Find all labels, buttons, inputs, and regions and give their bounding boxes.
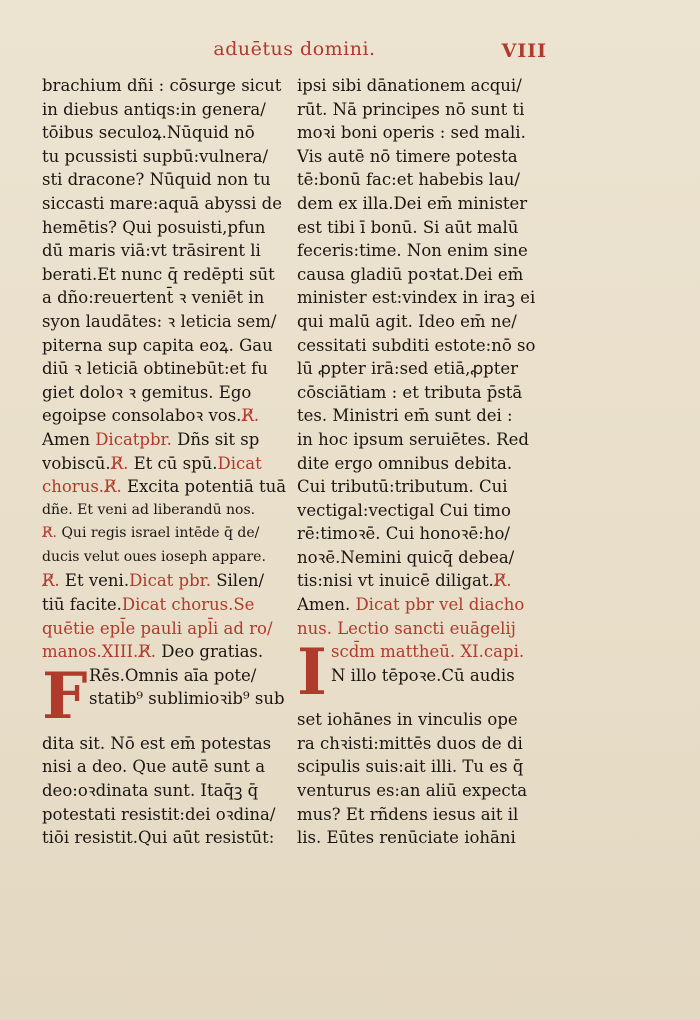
body-text: lis. Eūtes renūciate iohāni bbox=[297, 828, 516, 848]
body-text: cōsciātiam : et tributa p̄stā bbox=[297, 382, 523, 402]
text-line bbox=[297, 593, 545, 617]
body-text: Et cū spū. bbox=[128, 453, 218, 473]
body-text: Dñs sit sp bbox=[171, 429, 260, 449]
right-initial-paragraph bbox=[297, 635, 545, 711]
left-text-end bbox=[42, 732, 290, 850]
text-line bbox=[42, 499, 290, 523]
text-line bbox=[89, 687, 290, 711]
text-line bbox=[297, 263, 545, 287]
text-line bbox=[297, 74, 545, 98]
body-text: Amen bbox=[42, 429, 96, 449]
running-title: aduētus domini. bbox=[213, 38, 376, 60]
body-text: tē:bonū fac:et habebis lau/ bbox=[297, 170, 520, 190]
right-text-start bbox=[297, 74, 545, 640]
text-line bbox=[42, 192, 290, 216]
body-text: egoipse consolaboꝛ vos. bbox=[42, 406, 242, 426]
body-text: rē:timoꝛē. Cui honoꝛē:ho/ bbox=[297, 524, 510, 544]
text-line bbox=[297, 334, 545, 358]
text-line bbox=[42, 404, 290, 428]
text-line bbox=[42, 452, 290, 476]
rubric-text: Dicat bbox=[217, 453, 262, 473]
rubric-text: R̸. bbox=[493, 571, 512, 591]
body-text: minister est:vindex in iraꝫ ei bbox=[297, 288, 536, 308]
body-text: vectigal:vectigal Cui timo bbox=[297, 500, 511, 520]
rubric-text: Dicat pbr vel diacho bbox=[350, 595, 525, 615]
body-text: causa gladiū poꝛtat.Dei em̄ bbox=[297, 264, 524, 284]
text-line bbox=[42, 546, 290, 570]
text-line bbox=[297, 546, 545, 570]
text-line bbox=[42, 475, 290, 499]
body-text: lū ꝓpter irā:sed etiā,ꝓpter bbox=[297, 359, 518, 379]
text-line bbox=[297, 216, 545, 240]
rubric-text: R̸. bbox=[104, 477, 122, 497]
body-text: dita sit. Nō est em̄ potestas bbox=[42, 733, 272, 753]
text-line bbox=[297, 428, 545, 452]
text-line bbox=[297, 357, 545, 381]
folio-number: VIII bbox=[501, 40, 547, 62]
body-text: a dño:reuertent̄ ꝛ veniēt in bbox=[42, 288, 265, 308]
body-text: mus? Et rñdens iesus ait il bbox=[297, 804, 519, 824]
body-text: est tibi ī bonū. Si aūt malū bbox=[297, 217, 519, 237]
rubric-text: R̸. bbox=[138, 642, 156, 662]
body-text: deo:oꝛdinata sunt. Itaq̄ꝫ q̄ bbox=[42, 781, 259, 801]
body-text: Amen. bbox=[297, 595, 351, 615]
text-line bbox=[297, 404, 545, 428]
rubric-text: chorus. bbox=[42, 477, 105, 497]
text-line bbox=[42, 428, 290, 452]
body-text: tis:nisi vt inuicē diligat. bbox=[297, 571, 494, 591]
body-text: statib⁹ sublimioꝛib⁹ sub bbox=[89, 689, 285, 709]
rubric-text: Dicat pbr. bbox=[129, 571, 211, 591]
text-line bbox=[297, 755, 545, 779]
body-text: rūt. Nā principes nō sunt ti bbox=[297, 99, 525, 119]
body-text: moꝛi boni operis : sed mali. bbox=[297, 123, 526, 143]
text-line bbox=[297, 452, 545, 476]
decorated-initial: F bbox=[42, 658, 88, 734]
body-text: Excita potentiā tuā bbox=[121, 477, 287, 497]
text-line bbox=[42, 334, 290, 358]
text-line bbox=[297, 145, 545, 169]
body-text: dñe. Et veni ad liberandū nos. bbox=[42, 501, 256, 518]
text-line bbox=[297, 192, 545, 216]
text-line bbox=[297, 569, 545, 593]
text-line bbox=[42, 168, 290, 192]
text-line bbox=[297, 522, 545, 546]
text-line bbox=[42, 145, 290, 169]
body-text: Qui regis israel intēde q̄ de/ bbox=[57, 525, 260, 542]
rubric-text: quētie epl̄e pauli apl̄i ad ro/ bbox=[42, 618, 273, 638]
body-text: diū ꝛ leticiā obtinebūt:et fu bbox=[42, 359, 268, 379]
text-line bbox=[297, 239, 545, 263]
text-line bbox=[297, 286, 545, 310]
body-text: nisi a deo. Que autē sunt a bbox=[42, 757, 266, 777]
body-text: Cui tributū:tributum. Cui bbox=[297, 477, 508, 497]
body-text: ducis velut oues ioseph appare. bbox=[42, 548, 266, 565]
rubric-text: R̸. bbox=[110, 453, 129, 473]
text-line bbox=[42, 239, 290, 263]
text-line bbox=[297, 381, 545, 405]
text-line bbox=[42, 569, 290, 593]
body-text: giet doloꝛ ꝛ gemitus. Ego bbox=[42, 382, 252, 402]
body-text: Silen/ bbox=[210, 571, 265, 591]
body-text: Vis autē nō timere potesta bbox=[297, 146, 518, 166]
body-text: vobiscū. bbox=[42, 453, 111, 473]
rubric-text: Dicat chorus.Se bbox=[121, 595, 255, 615]
text-line bbox=[42, 98, 290, 122]
body-text: sti dracone? Nūquid non tu bbox=[42, 170, 271, 190]
rubric-text: R̸. bbox=[42, 571, 60, 591]
text-line bbox=[297, 310, 545, 334]
text-line bbox=[297, 499, 545, 523]
text-line bbox=[42, 286, 290, 310]
body-text: scipulis suis:ait illi. Tu es q̄ bbox=[297, 757, 524, 777]
text-line bbox=[297, 826, 545, 850]
text-line bbox=[42, 803, 290, 827]
body-text: Rēs.Omnis aīa pote/ bbox=[89, 665, 257, 685]
rubric-text: Dicatpbr. bbox=[95, 429, 172, 449]
text-line bbox=[42, 522, 290, 546]
right-text-end bbox=[297, 708, 545, 850]
body-text: qui malū agit. Ideo em̄ ne/ bbox=[297, 311, 517, 331]
body-text: potestati resistit:dei oꝛdina/ bbox=[42, 804, 276, 824]
text-line bbox=[297, 617, 545, 641]
body-text: syon laudātes: ꝛ leticia sem/ bbox=[42, 311, 277, 331]
body-text: tu pcussisti supbū:vulnera/ bbox=[42, 146, 269, 166]
body-text: tiōi resistit.Qui aūt resistūt: bbox=[42, 828, 275, 848]
text-line bbox=[42, 381, 290, 405]
body-text: set iohānes in vinculis ope bbox=[297, 710, 518, 730]
text-line bbox=[42, 779, 290, 803]
left-column bbox=[42, 74, 290, 850]
body-text: tōibus seculoꝝ.Nūquid nō bbox=[42, 123, 255, 143]
body-text: berati.Et nunc q̄ redēpti sūt bbox=[42, 264, 275, 284]
text-line bbox=[42, 617, 290, 641]
text-line bbox=[89, 664, 290, 688]
body-text: ipsi sibi dānationem acqui/ bbox=[297, 76, 522, 95]
rubric-text: manos.XIII. bbox=[42, 642, 139, 662]
text-line bbox=[297, 475, 545, 499]
body-text: noꝛē.Nemini quicq̄ debea/ bbox=[297, 547, 515, 567]
text-line bbox=[297, 168, 545, 192]
body-text: tes. Ministri em̄ sunt dei : bbox=[297, 406, 513, 426]
text-line bbox=[42, 755, 290, 779]
text-line bbox=[42, 74, 290, 98]
body-text: ra chꝛisti:mittēs duos de di bbox=[297, 733, 523, 753]
body-text: feceris:time. Non enim sine bbox=[297, 241, 528, 261]
body-text: dū maris viā:vt trāsirent li bbox=[42, 241, 261, 261]
text-line bbox=[42, 732, 290, 756]
body-text: Deo gratias. bbox=[155, 642, 264, 662]
right-column bbox=[297, 74, 545, 850]
text-line bbox=[331, 664, 545, 688]
body-text: cessitati subditi estote:nō so bbox=[297, 335, 536, 355]
page-header bbox=[42, 38, 547, 66]
body-text: dem ex illa.Dei em̄ minister bbox=[297, 193, 528, 213]
text-line bbox=[297, 708, 545, 732]
body-text: venturus es:an aliū expecta bbox=[297, 781, 528, 801]
text-line bbox=[297, 732, 545, 756]
rubric-text: nus. Lectio sancti euāgelij bbox=[297, 618, 516, 638]
text-line bbox=[42, 121, 290, 145]
text-line bbox=[297, 779, 545, 803]
rubric-text: R̸. bbox=[241, 406, 260, 426]
left-initial-paragraph bbox=[42, 658, 290, 734]
text-line bbox=[42, 640, 290, 664]
body-text: brachium dñi : cōsurge sicut bbox=[42, 76, 282, 95]
text-line bbox=[297, 98, 545, 122]
text-line bbox=[297, 121, 545, 145]
rubric-text: scd̄m mattheū. XI.capi. bbox=[331, 642, 525, 662]
text-line bbox=[42, 263, 290, 287]
text-line bbox=[297, 803, 545, 827]
text-line bbox=[42, 826, 290, 850]
text-line bbox=[42, 310, 290, 334]
rubric-text: R̸. bbox=[42, 525, 57, 542]
body-text: dite ergo omnibus debita. bbox=[297, 453, 513, 473]
decorated-initial: I bbox=[297, 635, 327, 711]
body-text: in hoc ipsum seruiētes. Red bbox=[297, 429, 529, 449]
left-text-start bbox=[42, 74, 290, 664]
body-text: siccasti mare:aquā abyssi de bbox=[42, 193, 282, 213]
body-text: Et veni. bbox=[59, 571, 130, 591]
body-text: in diebus antiqs:in genera/ bbox=[42, 99, 266, 119]
body-text: N illo tēpoꝛe.Cū audis bbox=[331, 665, 515, 685]
text-line bbox=[331, 640, 545, 664]
body-text: piterna sup capita eoꝝ. Gau bbox=[42, 335, 273, 355]
initial-lines bbox=[297, 640, 545, 687]
body-text: hemētis? Qui posuisti,pfun bbox=[42, 217, 266, 237]
text-line bbox=[42, 216, 290, 240]
text-line bbox=[42, 357, 290, 381]
body-text: tiū facite. bbox=[42, 595, 122, 615]
text-line bbox=[42, 593, 290, 617]
